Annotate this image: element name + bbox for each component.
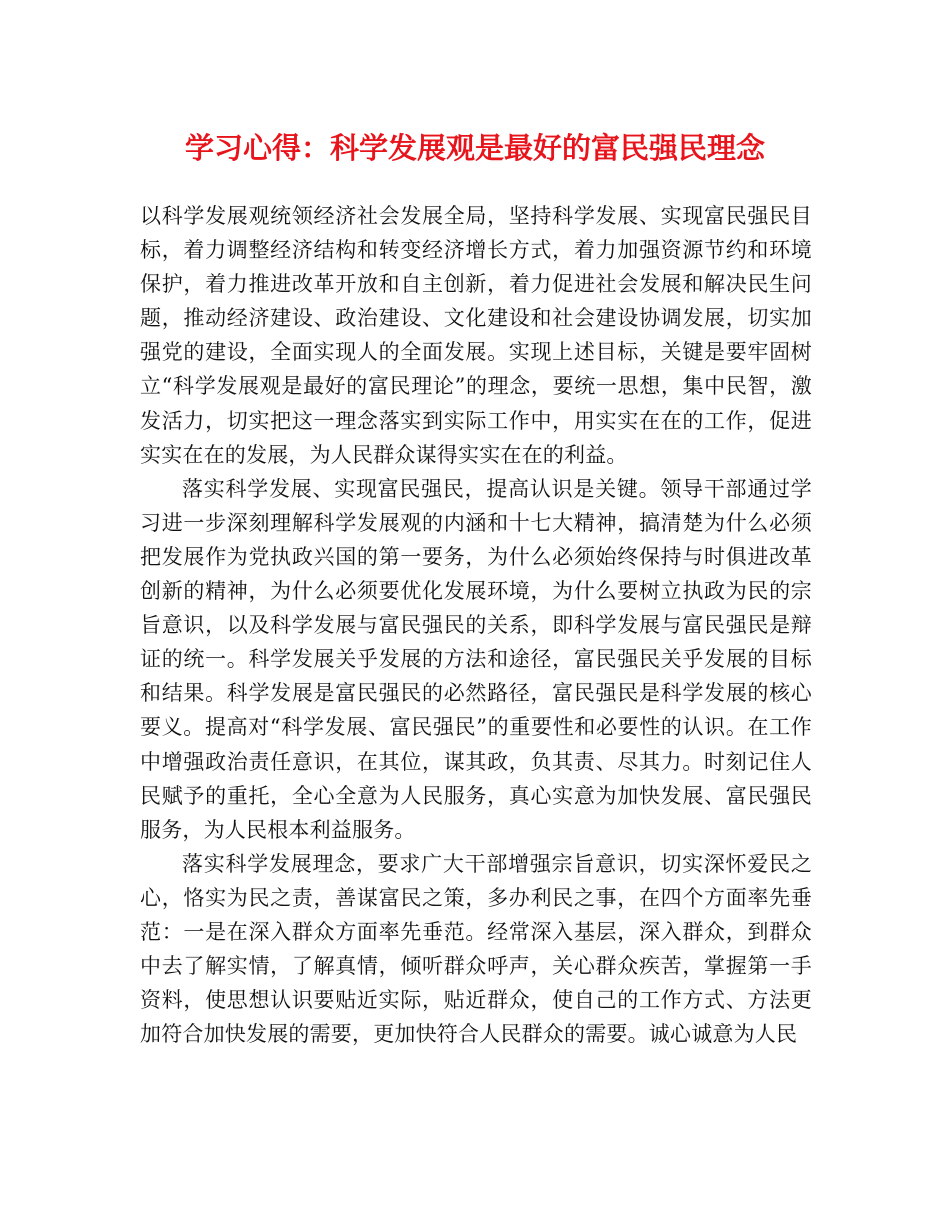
document-body	[140, 199, 812, 1051]
document-title: 学习心得：科学发展观是最好的富民强民理念	[184, 131, 765, 165]
paragraph-1: 以科学发展观统领经济社会发展全局，坚持科学发展、实现富民强民目标，着力调整经济结构和转变经济增长方式，着力加强资源节约和环境保护，着力推进改革开放和自主创新，着力促进社会发展和解决民生问题，推动经济建设、政治建设、文化建设和社会建设协调发展，切实加强党的建设，全面实现人的全面发展。实现上述目标，关键是要牢固树立“科学发展观是最好的富民理论”的理念，要统一思想，集中民智，激发活力，切实把这一理念落实到实际工作中，用实实在在的工作，促进实实在在的发展，为人民群众谋得实实在在的利益。	[140, 204, 812, 467]
paragraph-2: 落实科学发展、实现富民强民，提高认识是关键。领导干部通过学习进一步深刻理解科学发展观的内涵和十七大精神，搞清楚为什么必须把发展作为党执政兴国的第一要务，为什么必须始终保持与时俱进改革创新的精神，为什么必须要优化发展环境，为什么要树立执政为民的宗旨意识，以及科学发展与富民强民的关系，即科学发展与富民强民是辩证的统一。科学发展关乎发展的方法和途径，富民强民关乎发展的目标和结果。科学发展是富民强民的必然路径，富民强民是科学发展的核心要义。提高对“科学发展、富民强民”的重要性和必要性的认识。在工作中增强政治责任意识，在其位，谋其政，负其责、尽其力。时刻记住人民赋予的重托，全心全意为人民服务，真心实意为加快发展、富民强民服务，为人民根本利益服务。	[140, 476, 812, 842]
paragraph-3: 落实科学发展理念，要求广大干部增强宗旨意识，切实深怀爱民之心，恪实为民之责，善谋富民之策，多办利民之事，在四个方面率先垂范：一是在深入群众方面率先垂范。经常深入基层，深入群众，到群众中去了解实情，了解真情，倾听群众呼声，关心群众疾苦，掌握第一手资料，使思想认识要贴近实际，贴近群众，使自己的工作方式、方法更加符合加快发展的需要，更加快符合人民群众的需要。诚心诚意为人民	[140, 851, 812, 1047]
